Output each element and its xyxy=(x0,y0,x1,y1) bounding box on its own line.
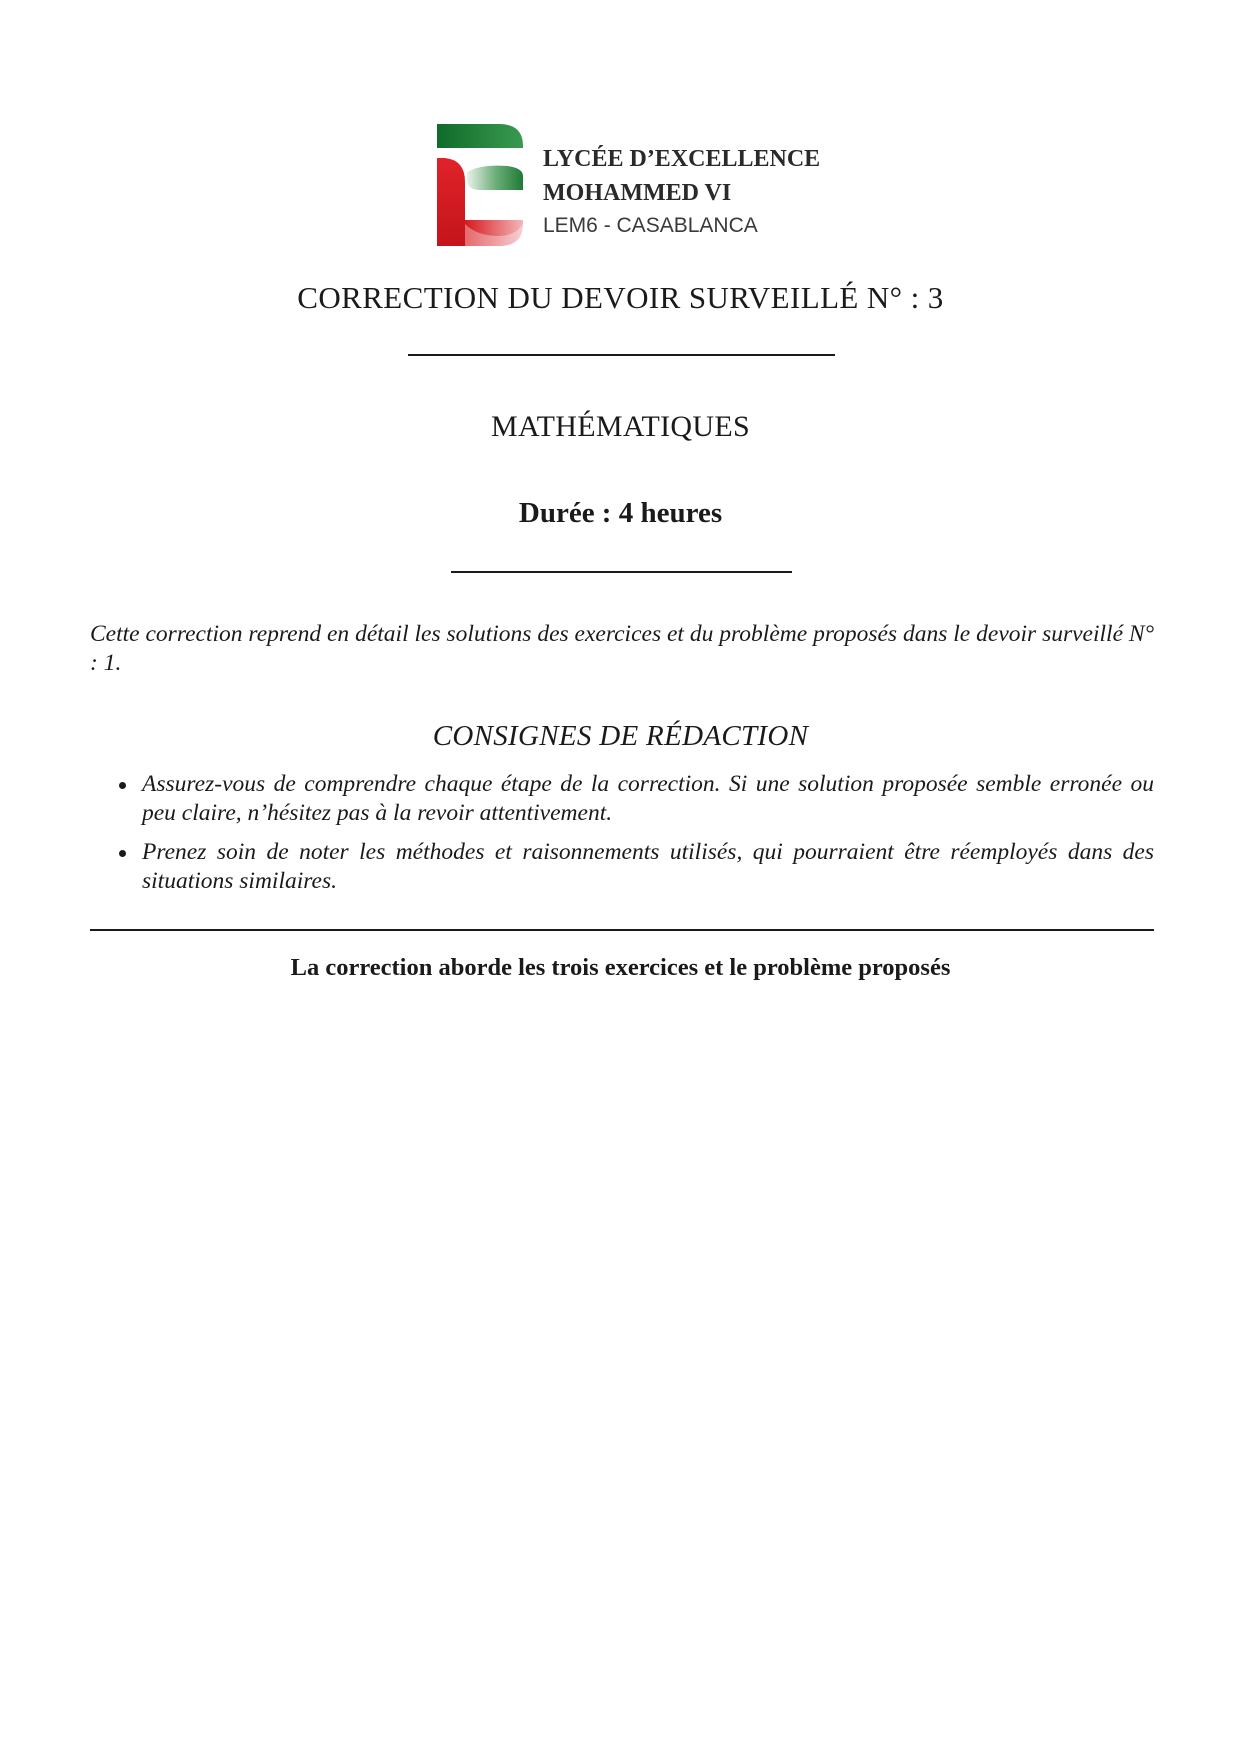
bullet-icon xyxy=(119,782,126,789)
logo-text xyxy=(543,142,833,242)
logo-school-name-line1: LYCÉE D’EXCELLENCE xyxy=(543,146,821,172)
logo-school-location: LEM6 - CASABLANCA xyxy=(543,214,758,237)
intro-paragraph: Cette correction reprend en détail les solutions des exercices et du problème proposés dans le devoir surveillé N° : 1. xyxy=(90,621,1154,676)
consigne-item xyxy=(90,770,1154,828)
logo-school-name-line2: MOHAMMED VI xyxy=(543,180,732,206)
school-logo xyxy=(437,124,827,246)
consignes-heading: CONSIGNES DE RÉDACTION xyxy=(432,720,809,752)
consigne-text: Assurez-vous de comprendre chaque étape de la correction. Si une solution proposée semble erronée ou peu claire, n’hésitez pas à la revoir attentivement. xyxy=(142,771,1154,826)
document-title: CORRECTION DU DEVOIR SURVEILLÉ N° : 3 xyxy=(297,280,944,315)
duration-label: Durée : 4 heures xyxy=(518,497,723,529)
duration-divider xyxy=(451,571,792,573)
bullet-icon xyxy=(119,850,126,857)
correction-scope-note: La correction aborde les trois exercices et le problème proposés xyxy=(290,954,951,981)
school-emblem-icon xyxy=(437,124,525,246)
subject-heading: MATHÉMATIQUES xyxy=(491,410,750,443)
consigne-text: Prenez soin de noter les méthodes et raisonnements utilisés, qui pourraient être réemployés dans des situations similaires. xyxy=(142,839,1154,894)
section-divider xyxy=(90,929,1154,931)
title-divider xyxy=(408,354,835,356)
consigne-item xyxy=(90,838,1154,896)
consignes-list xyxy=(90,770,1154,906)
